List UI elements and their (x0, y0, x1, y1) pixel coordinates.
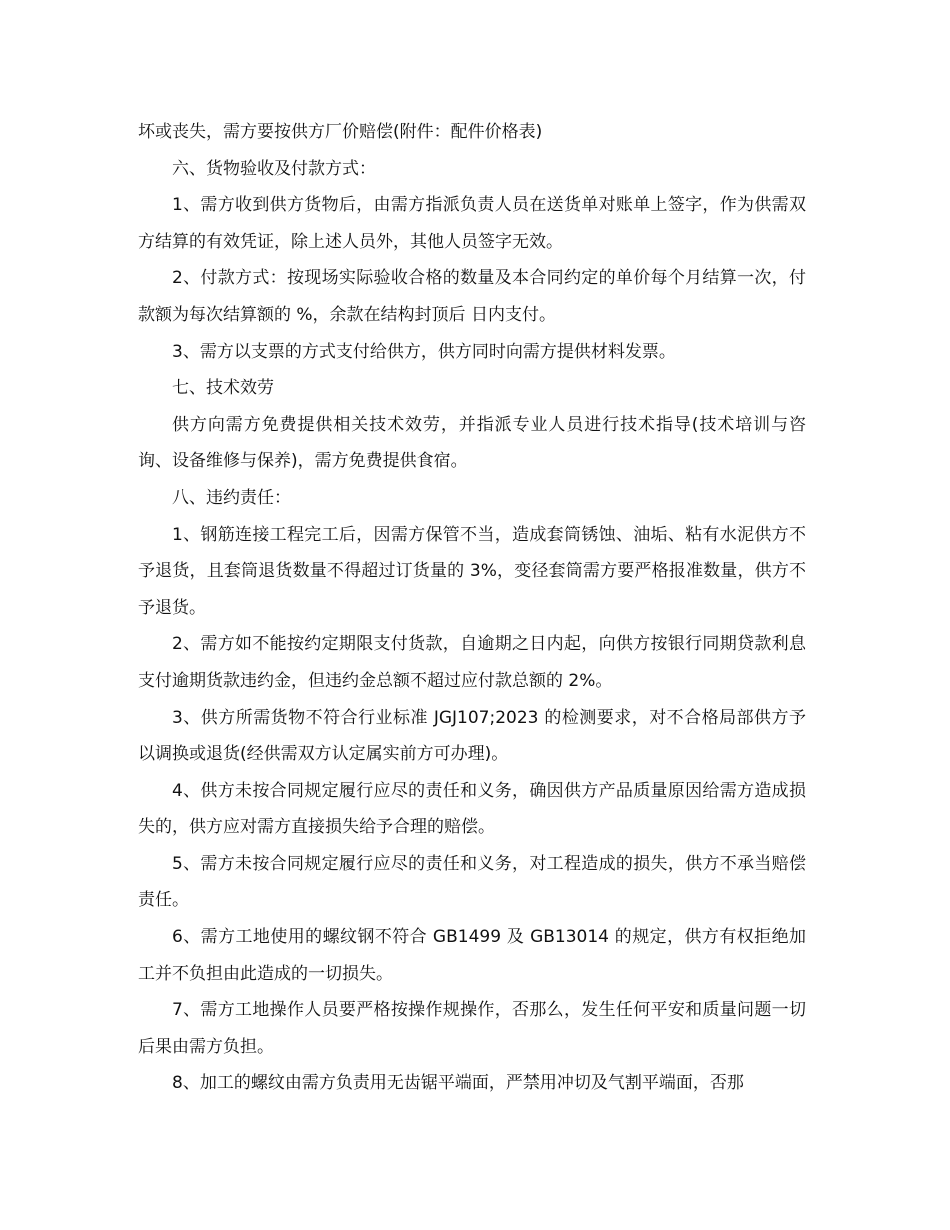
paragraph-1: 坏或丧失，需方要按供方厂价赔偿(附件：配件价格表) (138, 122, 543, 142)
paragraph-7: 供方向需方免费提供相关技术效劳，并指派专业人员进行技术指导(技术培训与咨询、设备维修与保养)，需方免费提供食宿。 (138, 414, 806, 472)
paragraph-8-8: 8、加工的螺纹由需方负责用无齿锯平端面，严禁用冲切及气割平端面，否那 (172, 1073, 744, 1094)
paragraph-8-6: 6、需方工地使用的螺纹钢不符合 GB1499 及 GB13014 的规定，供方有权拒绝加工并不负担由此造成的一切损失。 (138, 927, 806, 984)
section-heading-7: 七、技术效劳 (172, 378, 274, 399)
document-body (138, 114, 806, 1102)
section-heading-6: 六、货物验收及付款方式： (172, 158, 376, 179)
paragraph-8-5: 5、需方未按合同规定履行应尽的责任和义务，对工程造成的损失，供方不承当赔偿责任。 (138, 853, 806, 911)
paragraph-6-1: 1、需方收到供方货物后，由需方指派负责人员在送货单对账单上签字，作为供需双方结算的有效凭证，除上述人员外，其他人员签字无效。 (138, 195, 806, 252)
paragraph-8-2: 2、需方如不能按约定期限支付货款，自逾期之日内起，向供方按银行同期贷款利息支付逾期货款违约金，但违约金总额不超过应付款总额的 2%。 (138, 634, 806, 691)
paragraph-8-3: 3、供方所需货物不符合行业标准 JGJ107;2023 的检测要求，对不合格局部供方予以调换或退货(经供需双方认定属实前方可办理)。 (138, 707, 806, 765)
paragraph-8-4: 4、供方未按合同规定履行应尽的责任和义务，确因供方产品质量原因给需方造成损失的，供方应对需方直接损失给予合理的赔偿。 (138, 780, 806, 838)
paragraph-8-7: 7、需方工地操作人员要严格按操作规操作，否那么，发生任何平安和质量问题一切后果由需方负担。 (138, 1000, 806, 1057)
paragraph-8-1: 1、钢筋连接工程完工后，因需方保管不当，造成套筒锈蚀、油垢、粘有水泥供方不予退货，且套筒退货数量不得超过订货量的 3%，变径套筒需方要严格报准数量，供方不予退货。 (138, 524, 806, 618)
paragraph-6-2: 2、付款方式：按现场实际验收合格的数量及本合同约定的单价每个月结算一次，付款额为每次结算额的 %，余款在结构封顶后 日内支付。 (138, 268, 806, 325)
paragraph-6-3: 3、需方以支票的方式支付给供方，供方同时向需方提供材料发票。 (172, 341, 676, 362)
section-heading-8: 八、违约责任： (172, 487, 291, 508)
